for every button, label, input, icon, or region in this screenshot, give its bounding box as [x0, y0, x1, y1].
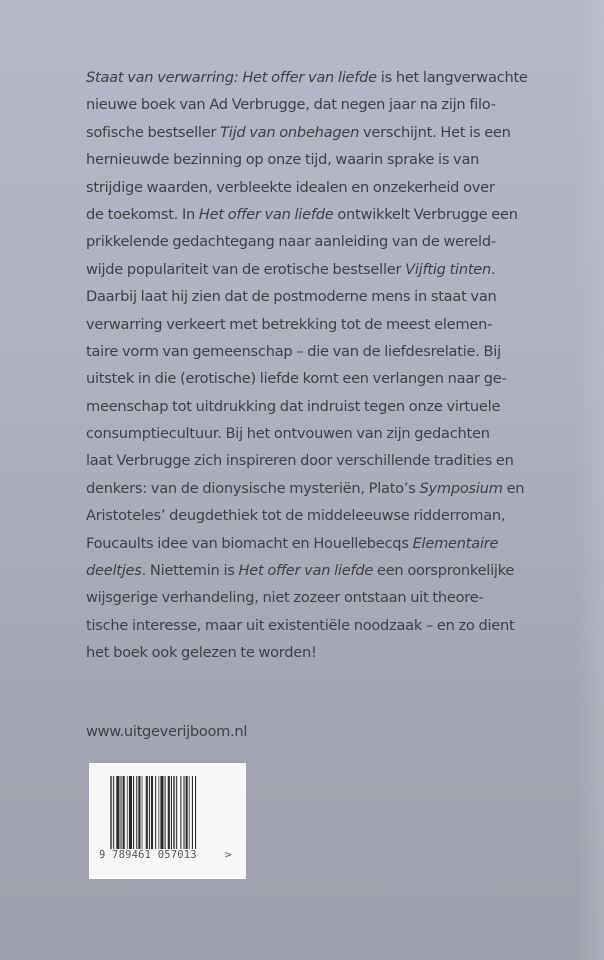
italic-title-text: Staat van verwarring: Het offer van liefde	[86, 69, 377, 86]
blurb-line	[86, 338, 586, 365]
body-text: wijde populariteit van de erotische bestseller	[86, 260, 406, 278]
italic-title-text: Het offer van liefde	[198, 205, 334, 223]
body-text: Foucaults idee van biomacht en Houellebecqs	[86, 534, 413, 552]
body-text: verschijnt. Het is een	[359, 123, 511, 141]
body-text: Daarbij laat hij zien dat de postmoderne mens in staat van	[86, 288, 497, 306]
blurb-line	[86, 502, 586, 529]
body-text: prikkelende gedachtegang naar aanleiding van de wereld-	[86, 233, 496, 251]
italic-title-text: deeltjes	[86, 562, 142, 580]
body-text: verwarring verkeert met betrekking tot de meest elemen-	[86, 315, 493, 333]
blurb-line	[86, 256, 586, 283]
body-text: en	[502, 479, 525, 497]
body-text: . Niettemin is	[141, 562, 239, 580]
blurb-line	[86, 393, 586, 420]
body-text: uitstek in die (erotische) liefde komt een verlangen naar ge-	[86, 370, 507, 388]
italic-title-text: Tijd van onbehagen	[220, 123, 360, 141]
body-text: denkers: van de dionysische mysteriën, Plato’s	[86, 479, 420, 497]
blurb-line	[86, 311, 586, 338]
italic-title-text: Symposium	[419, 479, 503, 497]
blurb-line	[86, 174, 586, 201]
body-text: meenschap tot uitdrukking dat indruist tegen onze virtuele	[86, 397, 501, 415]
body-text: hernieuwde bezinning op onze tijd, waarin sprake is van	[86, 151, 480, 169]
isbn-number: 9 789461 057013	[99, 849, 197, 861]
blurb-line	[86, 228, 586, 255]
blurb-line	[86, 612, 586, 639]
body-text: het boek ook gelezen te worden!	[86, 644, 317, 662]
italic-title-text: Elementaire	[412, 534, 499, 552]
blurb-line	[86, 91, 586, 118]
body-text: taire vorm van gemeenschap – die van de liefdesrelatie. Bij	[86, 342, 501, 360]
body-text: tische interesse, maar uit existentiële noodzaak – en zo dient	[86, 616, 515, 634]
blurb-line	[86, 447, 586, 474]
italic-title-text: Het offer van liefde	[238, 562, 374, 580]
blurb-line	[86, 146, 586, 173]
blurb-line	[86, 365, 586, 392]
body-text: is het langverwachte	[376, 69, 528, 86]
blurb-line	[86, 557, 586, 584]
italic-title-text: Vijftig tinten	[405, 260, 492, 278]
body-text: strijdige waarden, verbleekte idealen en onzekerheid over	[86, 178, 495, 196]
body-text: laat Verbrugge zich inspireren door verschillende tradities en	[86, 452, 514, 470]
blurb-line	[86, 530, 586, 557]
blurb-line	[86, 420, 586, 447]
body-text: de toekomst. In	[86, 205, 199, 223]
blurb-line	[86, 283, 586, 310]
isbn-barcode	[89, 763, 246, 879]
body-text: sofische bestseller	[86, 123, 221, 141]
body-text: ontwikkelt Verbrugge een	[333, 205, 518, 223]
blurb-line	[86, 475, 586, 502]
quiet-zone-marker: >	[225, 848, 232, 861]
body-text: nieuwe boek van Ad Verbrugge, dat negen jaar na zijn filo-	[86, 96, 496, 114]
body-text: Aristoteles’ deugdethiek tot de middeleeuwse ridderroman,	[86, 507, 506, 525]
body-text: wijsgerige verhandeling, niet zozeer ontstaan uit theore-	[86, 589, 484, 607]
blurb-line	[86, 584, 586, 611]
body-text: consumptiecultuur. Bij het ontvouwen van zijn gedachten	[86, 425, 490, 443]
blurb-line	[86, 639, 586, 666]
publisher-url[interactable]: www.uitgeverijboom.nl	[86, 723, 248, 740]
blurb-line	[86, 119, 586, 146]
body-text: een oorspronkelijke	[373, 562, 515, 580]
body-text: .	[491, 260, 496, 278]
blurb-line	[86, 64, 586, 91]
back-cover-blurb	[86, 64, 586, 667]
blurb-line	[86, 201, 586, 228]
